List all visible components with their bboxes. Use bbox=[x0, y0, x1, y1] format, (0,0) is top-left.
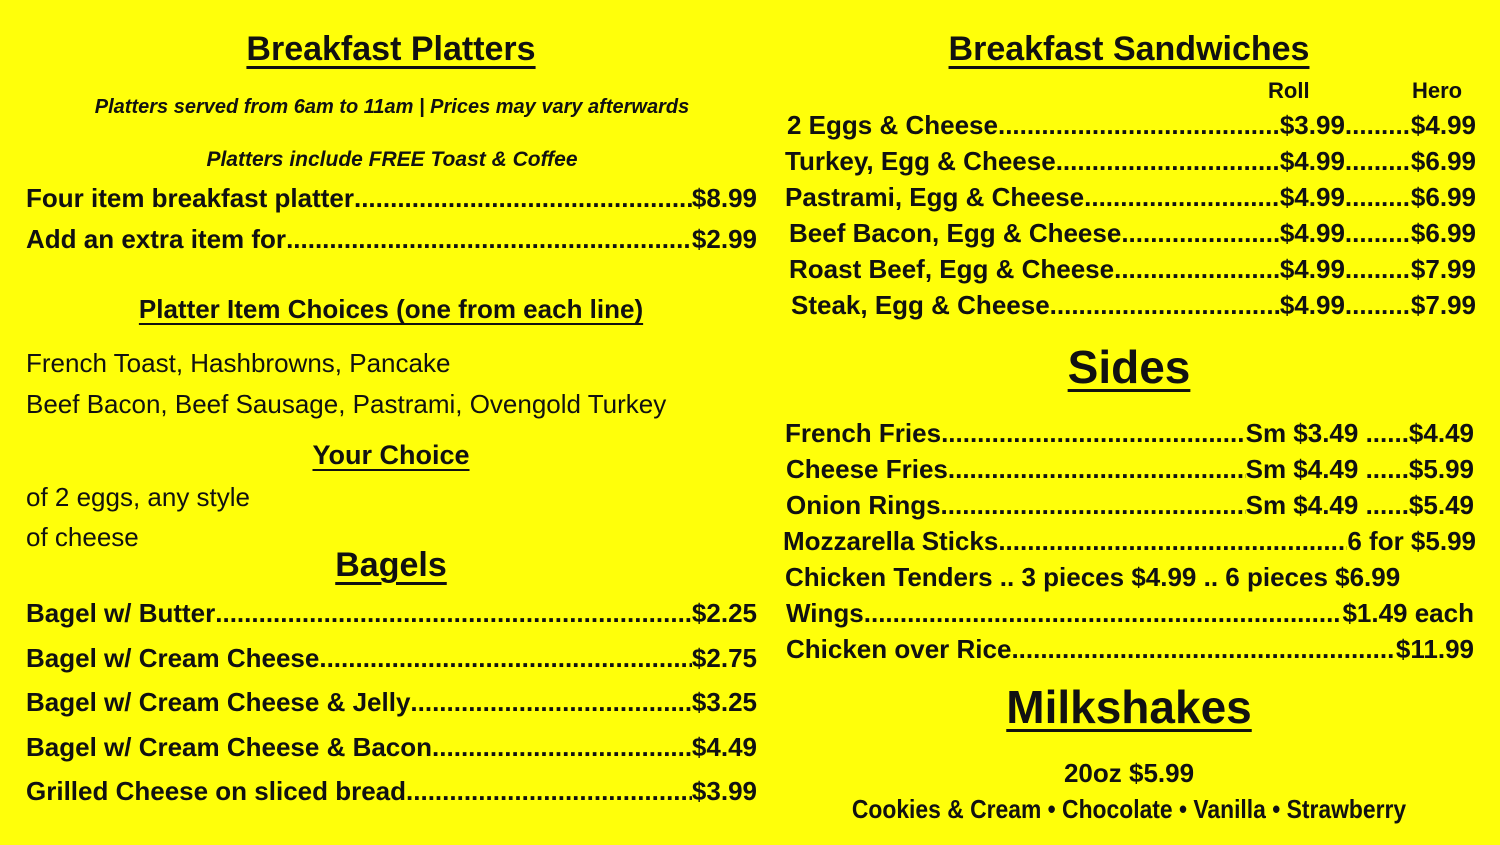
your-choice-heading: Your Choice bbox=[312, 440, 470, 470]
list-item: Bagel w/ Cream Cheese & Bacon ..... $4.49 bbox=[26, 732, 757, 763]
sides-title: Sides bbox=[1067, 341, 1191, 393]
platters-hours-note: Platters served from 6am to 11am | Prices may vary afterwards bbox=[94, 96, 690, 118]
choice-line: of cheese bbox=[26, 522, 139, 552]
list-item: 2 Eggs & Cheese ..... $3.99 ..... $4.99 bbox=[787, 110, 1476, 141]
list-item: Wings ..... $1.49 each bbox=[786, 598, 1474, 629]
column-header-roll: Roll bbox=[1268, 78, 1310, 103]
list-item: Four item breakfast platter ..... $8.99 bbox=[26, 183, 757, 214]
list-item: Chicken Tenders .. 3 pieces $4.99 .. 6 pieces $6.99 bbox=[785, 562, 1401, 592]
list-item: Turkey, Egg & Cheese ..... $4.99 ..... $6.99 bbox=[785, 146, 1476, 177]
list-item: Roast Beef, Egg & Cheese ..... $4.99 ..... $7.99 bbox=[789, 254, 1476, 285]
bagels-title: Bagels bbox=[335, 546, 447, 584]
list-item: Steak, Egg & Cheese ..... $4.99 ..... $7.99 bbox=[791, 290, 1476, 321]
list-item: Bagel w/ Cream Cheese & Jelly ..... $3.25 bbox=[26, 687, 757, 718]
choice-line: Beef Bacon, Beef Sausage, Pastrami, Ovengold Turkey bbox=[26, 389, 667, 419]
list-item: Bagel w/ Butter ..... $2.25 bbox=[26, 598, 757, 629]
list-item: French Fries ..... Sm $3.49 ...... $4.49 bbox=[785, 418, 1474, 449]
sandwiches-title: Breakfast Sandwiches bbox=[948, 30, 1310, 68]
list-item: Add an extra item for ..... $2.99 bbox=[26, 224, 757, 255]
column-header-hero: Hero bbox=[1412, 78, 1463, 103]
choice-line: of 2 eggs, any style bbox=[26, 482, 251, 512]
list-item: Grilled Cheese on sliced bread ..... $3.99 bbox=[26, 776, 757, 807]
list-item: Mozzarella Sticks ..... 6 for $5.99 bbox=[783, 526, 1476, 557]
choices-title: Platter Item Choices (one from each line) bbox=[138, 294, 644, 324]
list-item: Pastrami, Egg & Cheese ..... $4.99 ..... $6.99 bbox=[785, 182, 1476, 213]
list-item: Chicken over Rice ..... $11.99 bbox=[786, 634, 1474, 665]
list-item: Onion Rings ..... Sm $4.49 ...... $5.49 bbox=[786, 490, 1474, 521]
milkshake-price: 20oz $5.99 bbox=[1063, 758, 1195, 788]
milkshakes-title: Milkshakes bbox=[1006, 681, 1252, 733]
list-item: Cheese Fries ..... Sm $4.49 ...... $5.99 bbox=[786, 454, 1474, 485]
platters-title: Breakfast Platters bbox=[246, 30, 536, 68]
platters-free-note: Platters include FREE Toast & Coffee bbox=[206, 148, 578, 171]
list-item: Bagel w/ Cream Cheese ..... $2.75 bbox=[26, 643, 757, 674]
list-item: Beef Bacon, Egg & Cheese ..... $4.99 ..... $6.99 bbox=[789, 218, 1476, 249]
milkshake-flavors: Cookies & Cream • Chocolate • Vanilla • Strawberry bbox=[851, 794, 1407, 824]
choice-line: French Toast, Hashbrowns, Pancake bbox=[26, 348, 451, 378]
